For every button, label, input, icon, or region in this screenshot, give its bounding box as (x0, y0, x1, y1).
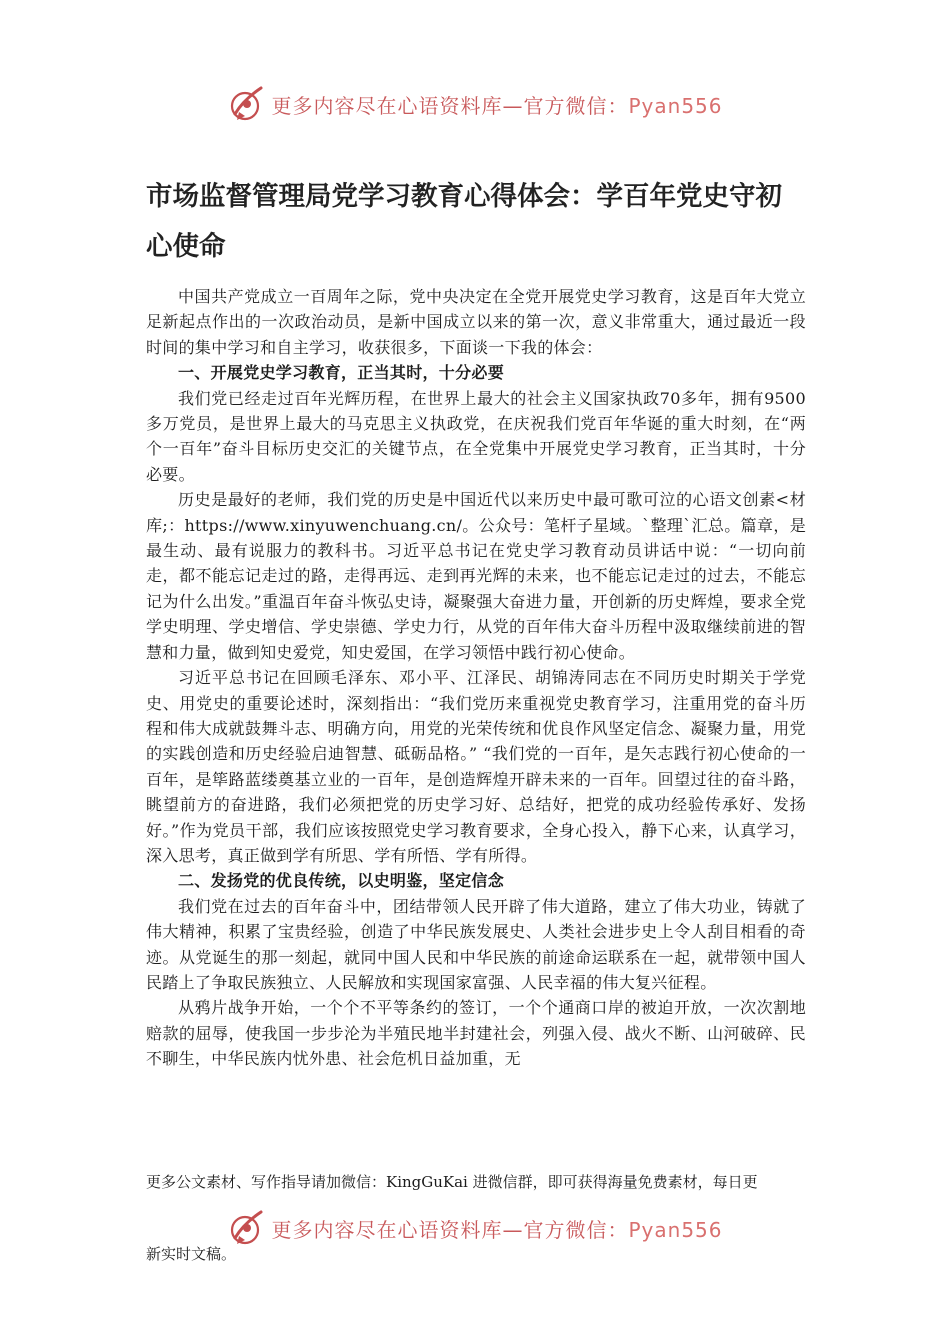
paragraph: 习近平总书记在回顾毛泽东、邓小平、江泽民、胡锦涛同志在不同历史时期关于学党史、用党史的重要论述时，深刻指出：“我们党历来重视党史教育学习，注重用党的奋斗历程和伟大成就鼓舞斗志、明确方向，用党的光荣传统和优良作风坚定信念、凝聚力量，用党的实践创造和历史经验启迪智慧、砥砺品格。” “我们党的一百年，是矢志践行初心使命的一百年，是筚路蓝缕奠基立业的一百年，是创造辉煌开辟未来的一百年。回望过往的奋斗路，眺望前方的奋进路，我们必须把党的历史学习好、总结好，把党的成功经验传承好、发扬好。”作为党员干部，我们应该按照党史学习教育要求，全身心投入，静下心来，认真学习，深入思考，真正做到学有所思、学有所悟、学有所得。 (146, 668, 806, 865)
paragraph: 我们党已经走过百年光辉历程，在世界上最大的社会主义国家执政70多年，拥有9500多万党员，是世界上最大的马克思主义执政党，在庆祝我们党百年华诞的重大时刻，在“两个一百年”奋斗目标历史交汇的关键节点，在全党集中开展党史学习教育，正当其时，十分必要。 (146, 388, 806, 484)
paragraph: 我们党在过去的百年奋斗中，团结带领人民开辟了伟大道路，建立了伟大功业，铸就了伟大精神，积累了宝贵经验，创造了中华民族发展史、人类社会进步史上令人刮目相看的奇迹。从党诞生的那一刻起，就同中国人民和中华民族的前途命运联系在一起，就带领中国人民踏上了争取民族独立、人民解放和实现国家富强、人民幸福的伟大复兴征程。 (146, 896, 806, 992)
banner-text: 更多内容尽在心语资料库—官方微信： (271, 1217, 629, 1242)
footer-note-continued: 新实时文稿。 (146, 1245, 237, 1263)
paragraph: 从鸦片战争开始，一个个不平等条约的签订，一个个通商口岸的被迫开放，一次次割地赔款的屈辱，使我国一步步沦为半殖民地半封建社会，列强入侵、战火不断、山河破碎、民不聊生，中华民族内忧外患、社会危机日益加重，无 (146, 998, 806, 1069)
paragraph: 中国共产党成立一百周年之际，党中央决定在全党开展党史学习教育，这是百年大党立足新起点作出的一次政治动员，是新中国成立以来的第一次，意义非常重大，通过最近一段时间的集中学习和自主学习，收获很多，下面谈一下我的体会： (146, 287, 806, 357)
banner-wechat-id: Pyan556 (628, 1217, 723, 1242)
banner-text: 更多内容尽在心语资料库—官方微信： (271, 93, 629, 118)
brush-logo-icon (227, 84, 267, 124)
document-body (146, 284, 806, 1072)
section-heading: 二、发扬党的优良传统，以史明鉴，坚定信念 (178, 871, 505, 891)
footer-note: 更多公文素材、写作指导请加微信：KingGuKai 进微信群，即可获得海量免费素材，每日更 (146, 1173, 758, 1191)
banner-wechat-id: Pyan556 (628, 93, 723, 118)
footer-banner (0, 1206, 950, 1250)
paragraph: 历史是最好的老师，我们党的历史是中国近代以来历史中最可歌可泣的心语文创素<材库;：https://www.xinyuwenchuang.cn/。公众号：笔杆子星域。`整理`汇总。篇章，是最生动、最有说服力的教科书。习近平总书记在党史学习教育动员讲话中说：“一切向前走，都不能忘记走过的路，走得再远、走到再光辉的未来，也不能忘记走过的过去，不能忘记为什么出发。”重温百年奋斗恢弘史诗，凝聚强大奋进力量，开创新的历史辉煌，要求全党学史明理、学史增信、学史崇德、学史力行，从党的百年伟大奋斗历程中汲取继续前进的智慧和力量，做到知史爱党，知史爱国，在学习领悟中践行初心使命。 (146, 490, 806, 662)
section-heading: 一、开展党史学习教育，正当其时，十分必要 (178, 363, 505, 383)
header-banner (0, 82, 950, 126)
document-title: 市场监督管理局党学习教育心得体会：学百年党史守初心使命 (146, 181, 782, 262)
